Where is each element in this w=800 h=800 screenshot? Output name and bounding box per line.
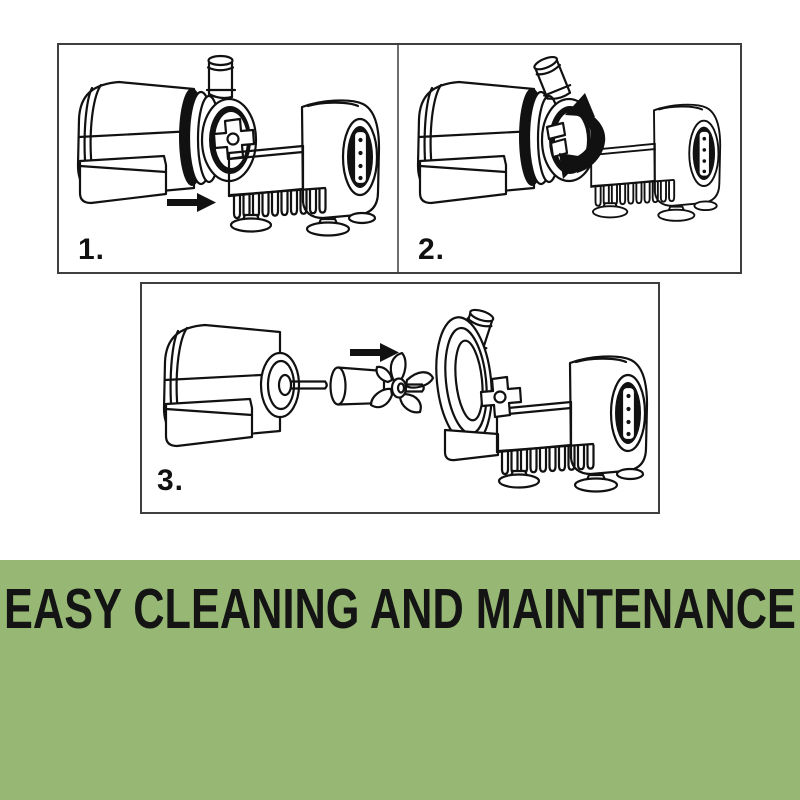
pump-outlet-nozzle xyxy=(207,56,235,98)
impeller-rotor xyxy=(331,353,434,412)
caption-banner xyxy=(0,560,800,800)
step-3-box xyxy=(140,282,660,514)
step-2-illustration xyxy=(399,45,740,272)
steps-1-2-box xyxy=(57,43,742,274)
step-3-illustration xyxy=(142,284,658,512)
step-1-label: 1. xyxy=(78,233,106,266)
step-2-label: 2. xyxy=(418,233,446,266)
step-1-illustration xyxy=(59,45,397,272)
pump-base-unit xyxy=(497,356,647,491)
pump-head-foot xyxy=(445,430,498,460)
pump-motor-body xyxy=(78,82,194,203)
step-1-panel xyxy=(59,45,399,272)
caption-title: EASY CLEANING AND MAINTENANCE xyxy=(4,577,796,641)
step-3-label: 3. xyxy=(157,464,185,497)
step-2-panel xyxy=(399,45,740,272)
pump-motor-body xyxy=(418,82,534,203)
impeller-claw-part xyxy=(547,123,565,139)
right-arrow-icon xyxy=(167,193,216,212)
right-arrow-icon xyxy=(350,343,399,362)
pump-base-unit xyxy=(591,105,720,221)
